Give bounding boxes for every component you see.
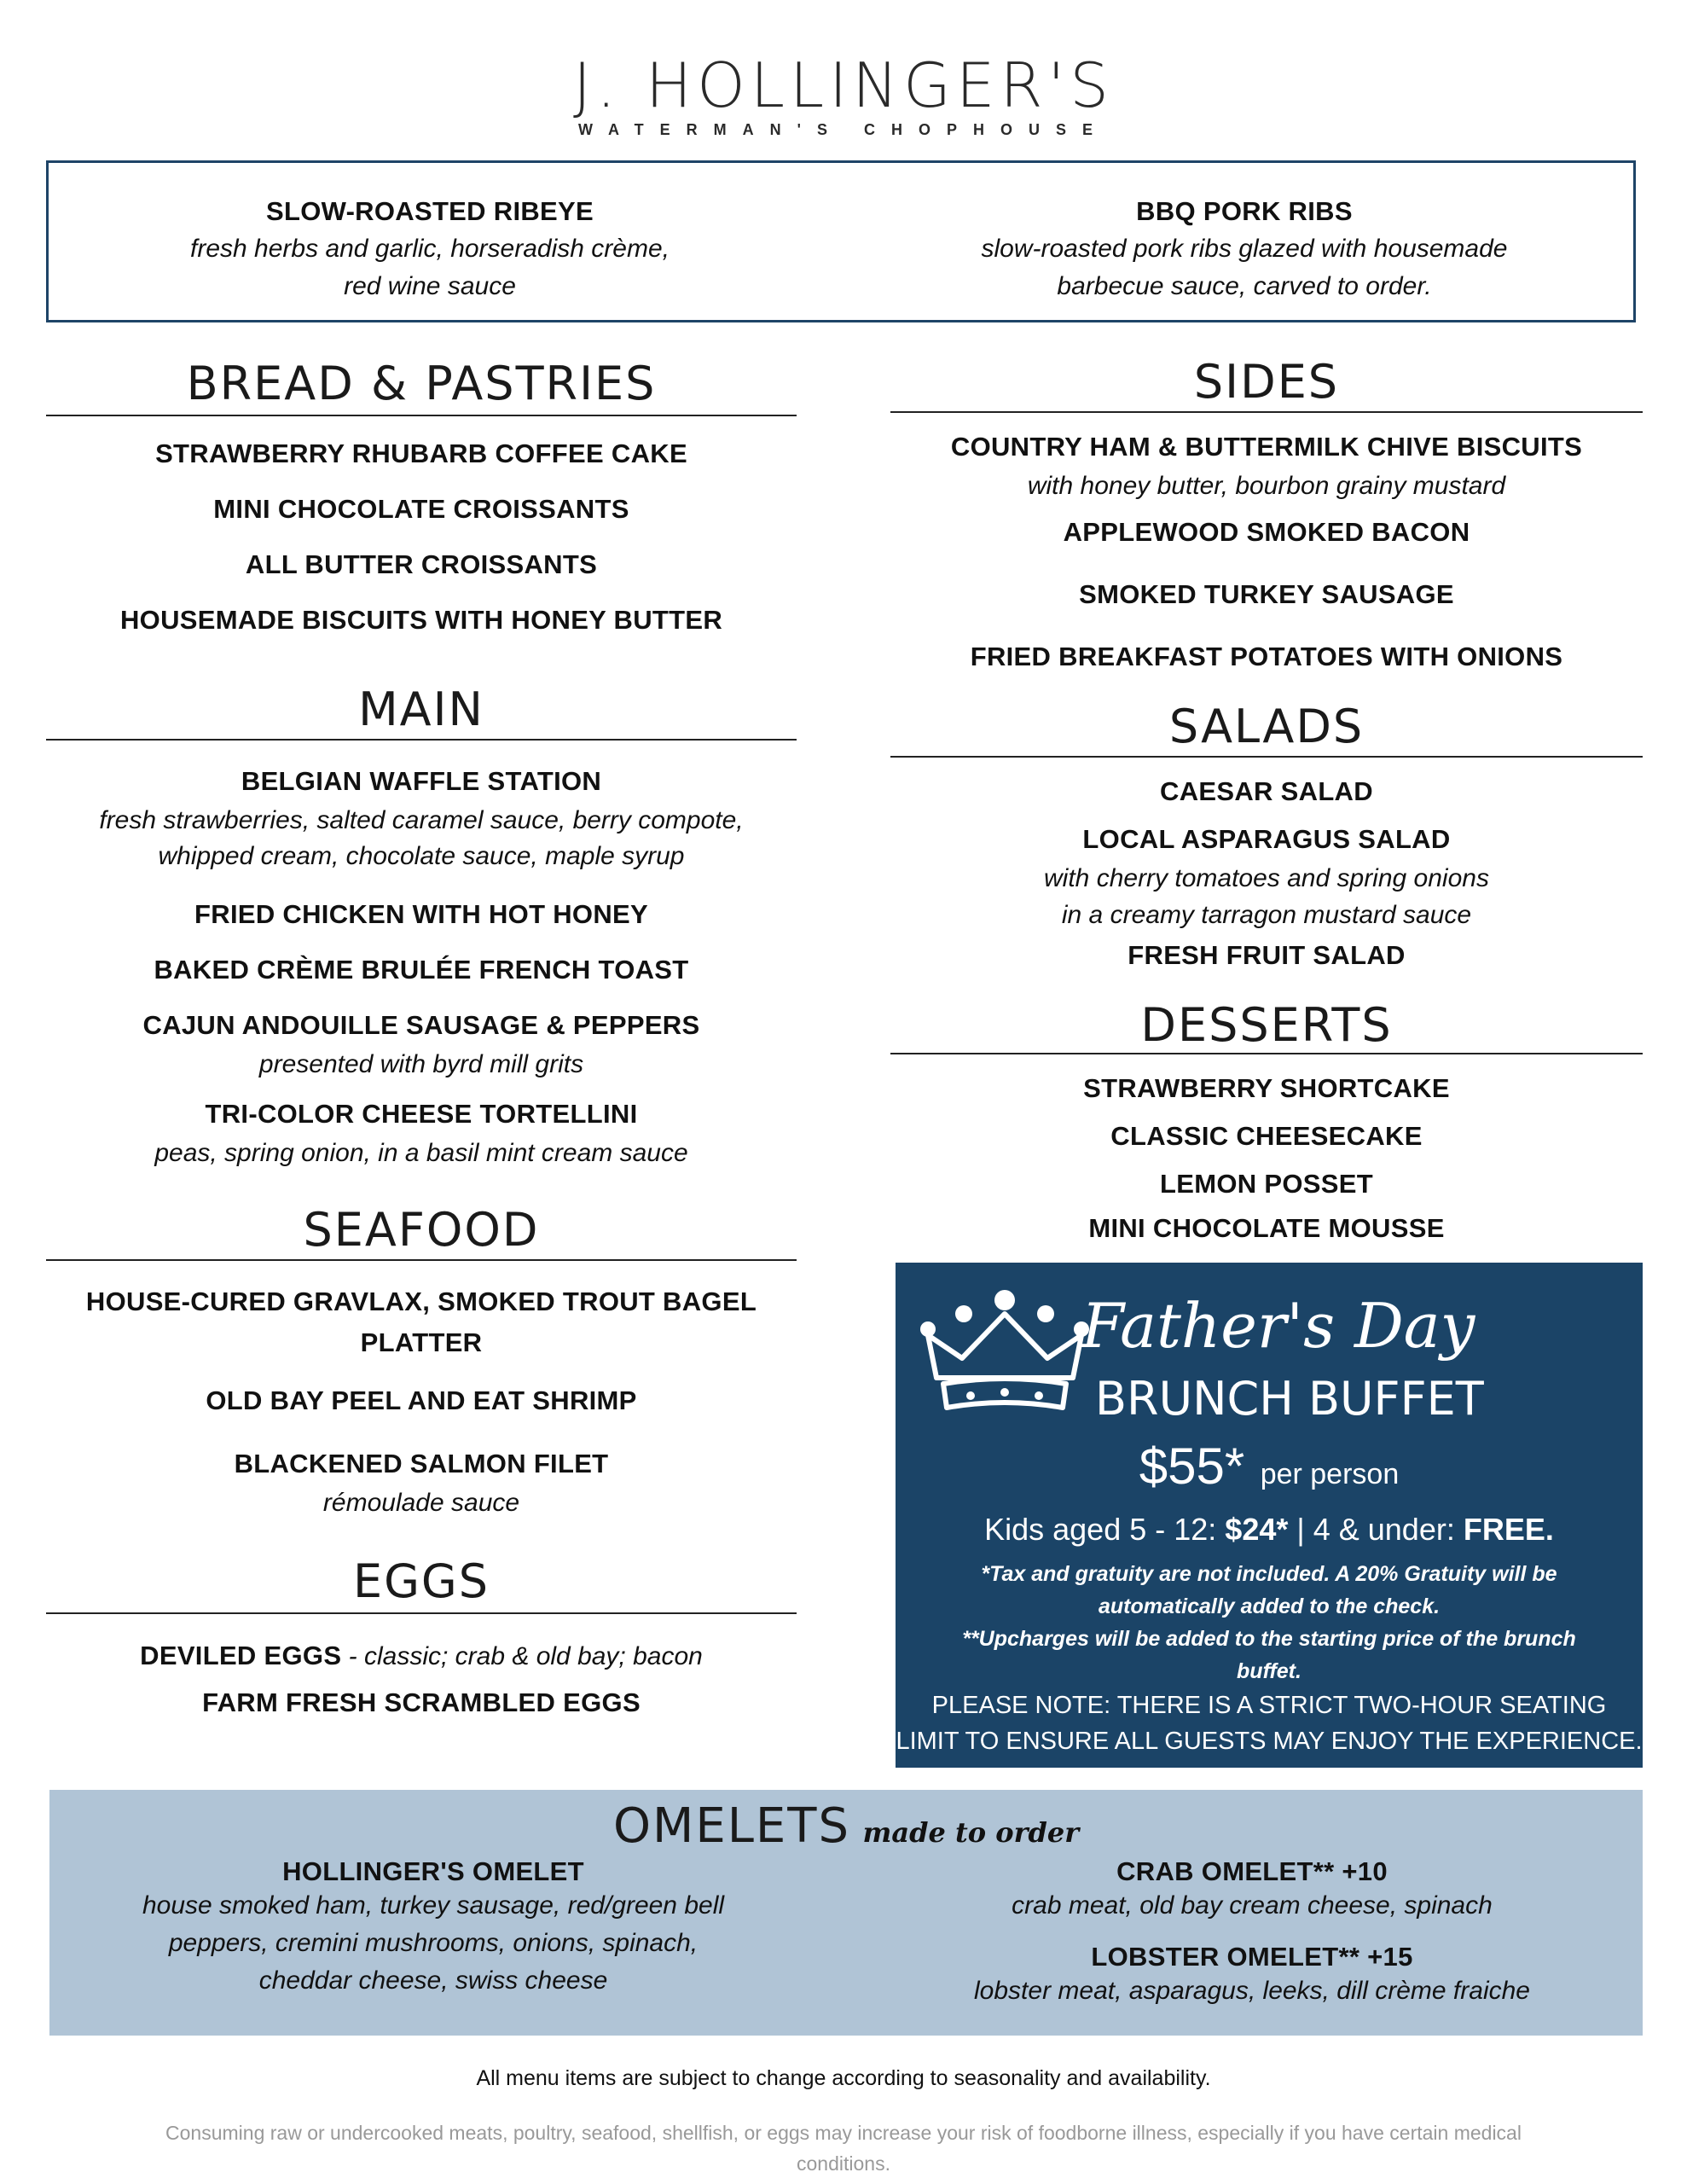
menu-item-name: HOLLINGER'S OMELET — [282, 1856, 584, 1886]
menu-item-desc: barbecue sauce, carved to order. — [1057, 272, 1432, 300]
menu-item-name: STRAWBERRY RHUBARB COFFEE CAKE — [155, 439, 687, 468]
menu-item-desc: peas, spring onion, in a basil mint cream sauce — [154, 1139, 688, 1167]
section-title-salads: SALADS — [1168, 700, 1365, 753]
menu-item-name: DEVILED EGGS — [140, 1641, 342, 1670]
menu-item-name: APPLEWOOD SMOKED BACON — [1063, 517, 1470, 547]
menu-item-desc: whipped cream, chocolate sauce, maple syrup — [158, 842, 685, 870]
menu-item-name: CAJUN ANDOUILLE SAUSAGE & PEPPERS — [142, 1010, 700, 1040]
menu-item-name: FARM FRESH SCRAMBLED EGGS — [202, 1687, 641, 1717]
section-title-eggs: EGGS — [352, 1554, 490, 1608]
menu-item-name: OLD BAY PEEL AND EAT SHRIMP — [206, 1385, 637, 1415]
menu-item-name: FRIED CHICKEN WITH HOT HONEY — [194, 899, 648, 929]
menu-item-name: FRESH FRUIT SALAD — [1128, 940, 1406, 970]
ribeye-block — [46, 196, 814, 305]
section-title-main: MAIN — [358, 682, 484, 736]
menu-item-desc: fresh strawberries, salted caramel sauce, berry compote, — [99, 806, 744, 834]
section-title-bread: BREAD & PASTRIES — [186, 357, 657, 410]
section-divider — [46, 739, 797, 741]
promo-per: per person — [1260, 1458, 1400, 1490]
omelets-script: made to order — [862, 1816, 1080, 1849]
section-divider — [890, 756, 1643, 758]
menu-item-name: PLATTER — [360, 1327, 483, 1357]
crab-omelet — [868, 1856, 1636, 1925]
menu-item-name: LEMON POSSET — [1160, 1169, 1373, 1199]
menu-item-name: MINI CHOCOLATE MOUSSE — [1088, 1213, 1445, 1243]
menu-item-name: CAESAR SALAD — [1160, 776, 1373, 806]
promo-subtitle: BRUNCH BUFFET — [1095, 1372, 1484, 1426]
menu-item-desc: cheddar cheese, swiss cheese — [258, 1966, 608, 1995]
crown-icon — [919, 1288, 1090, 1425]
deviled-eggs-row — [46, 1638, 797, 1676]
section-title-seafood: SEAFOOD — [303, 1203, 540, 1257]
promo-title: Father's Day — [1081, 1290, 1475, 1362]
section-title-omelets: OMELETS — [612, 1798, 851, 1854]
logo-tagline: WATERMAN'S CHOPHOUSE — [578, 121, 1109, 138]
seating-line: LIMIT TO ENSURE ALL GUESTS MAY ENJOY THE EXPERIENCE. — [896, 1728, 1643, 1755]
seating-line: PLEASE NOTE: THERE IS A STRICT TWO-HOUR SEATING — [931, 1692, 1607, 1719]
menu-item-desc: house smoked ham, turkey sausage, red/green bell — [142, 1891, 725, 1920]
note-line: *Tax and gratuity are not included. A 20% Gratuity will be — [981, 1562, 1557, 1586]
kids-price: $24* — [1225, 1512, 1289, 1547]
pork-ribs-block — [853, 196, 1636, 305]
menu-item-name: BLACKENED SALMON FILET — [234, 1449, 609, 1478]
menu-item-name: FRIED BREAKFAST POTATOES WITH ONIONS — [970, 642, 1563, 671]
menu-item-desc: with cherry tomatoes and spring onions — [1044, 864, 1489, 892]
logo: J. HOLLINGER'S — [573, 49, 1114, 121]
note-line: **Upcharges will be added to the starting price of the brunch — [962, 1627, 1576, 1651]
promo-note — [896, 1558, 1643, 1687]
promo-seating-note — [896, 1687, 1643, 1759]
menu-item-name: CLASSIC CHEESECAKE — [1110, 1121, 1423, 1151]
availability-note: All menu items are subject to change according to seasonality and availability. — [476, 2066, 1211, 2090]
menu-item-desc: peppers, cremini mushrooms, onions, spinach, — [168, 1929, 699, 1957]
menu-item-name: BBQ PORK RIBS — [1136, 196, 1353, 226]
hollinger-omelet — [49, 1856, 817, 2000]
disclaimer-line: Consuming raw or undercooked meats, poultry, seafood, shellfish, or eggs may increase your risk of foodborne illness, especially if you have certain medical — [165, 2122, 1522, 2144]
menu-item-desc: red wine sauce — [344, 272, 516, 300]
note-line: buffet. — [1237, 1659, 1301, 1683]
menu-item-desc: presented with byrd mill grits — [258, 1050, 584, 1078]
menu-item-name: LOCAL ASPARAGUS SALAD — [1082, 824, 1451, 854]
section-divider — [890, 1053, 1643, 1054]
promo-price-row — [896, 1437, 1643, 1496]
lobster-omelet — [868, 1942, 1636, 2010]
kids-prefix: Kids aged 5 - 12: — [984, 1512, 1226, 1547]
menu-item-name: HOUSE-CURED GRAVLAX, SMOKED TROUT BAGEL — [85, 1287, 757, 1316]
omelets-heading — [49, 1798, 1643, 1854]
promo-price: $55* — [1139, 1438, 1245, 1495]
menu-item-desc: rémoulade sauce — [322, 1489, 520, 1517]
menu-item-desc: slow-roasted pork ribs glazed with housemade — [981, 235, 1508, 263]
menu-item-desc: in a creamy tarragon mustard sauce — [1061, 901, 1472, 929]
menu-item-desc: fresh herbs and garlic, horseradish crème, — [190, 235, 670, 263]
menu-item-name: CRAB OMELET** +10 — [1116, 1856, 1388, 1886]
omelets-section — [49, 1790, 1643, 2036]
note-line: automatically added to the check. — [1098, 1594, 1441, 1618]
menu-item-desc: crab meat, old bay cream cheese, spinach — [1012, 1891, 1493, 1920]
menu-item-name: ALL BUTTER CROISSANTS — [245, 549, 598, 579]
menu-item-name: SMOKED TURKEY SAUSAGE — [1079, 579, 1454, 609]
section-title-desserts: DESSERTS — [1140, 998, 1393, 1052]
section-divider — [46, 415, 797, 416]
section-title-sides: SIDES — [1193, 355, 1340, 409]
section-divider — [46, 1612, 797, 1614]
menu-item-name: TRI-COLOR CHEESE TORTELLINI — [205, 1099, 638, 1129]
health-disclaimer — [68, 2117, 1619, 2179]
menu-item-name: LOBSTER OMELET** +15 — [1091, 1942, 1413, 1972]
promo-kids-pricing — [896, 1512, 1643, 1548]
menu-item-name: COUNTRY HAM & BUTTERMILK CHIVE BISCUITS — [950, 432, 1583, 462]
menu-item-desc: - classic; crab & old bay; bacon — [341, 1642, 703, 1670]
menu-item-name: HOUSEMADE BISCUITS WITH HONEY BUTTER — [119, 605, 723, 635]
fathers-day-promo — [896, 1263, 1643, 1768]
disclaimer-line: conditions. — [797, 2152, 890, 2175]
menu-item-name: STRAWBERRY SHORTCAKE — [1083, 1073, 1450, 1103]
menu-item-desc: with honey butter, bourbon grainy mustard — [1027, 472, 1506, 500]
kids-free: FREE. — [1463, 1512, 1554, 1547]
menu-item-name: SLOW-ROASTED RIBEYE — [266, 196, 594, 226]
section-divider — [890, 411, 1643, 413]
menu-item-name: BAKED CRÈME BRULÉE FRENCH TOAST — [154, 955, 689, 985]
kids-mid: | 4 & under: — [1288, 1512, 1464, 1547]
menu-item-desc: lobster meat, asparagus, leeks, dill crème fraiche — [974, 1977, 1530, 2005]
menu-item-name: MINI CHOCOLATE CROISSANTS — [213, 494, 629, 524]
menu-item-name: BELGIAN WAFFLE STATION — [241, 766, 602, 796]
section-divider — [46, 1259, 797, 1261]
